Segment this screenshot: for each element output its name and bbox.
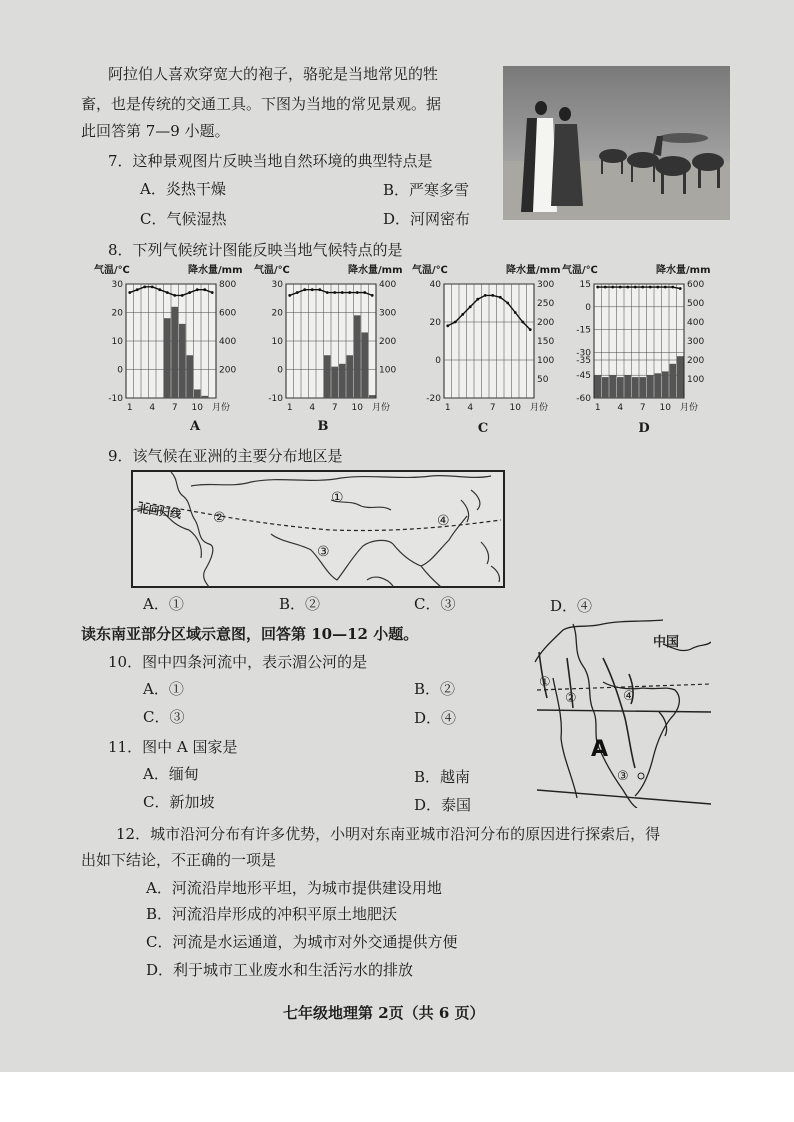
chart-a-precip-tick: 400 bbox=[219, 337, 237, 347]
chart-d-temp-tick: -60 bbox=[576, 394, 591, 404]
asia-map bbox=[131, 470, 505, 588]
q12-option-a[interactable]: A．河流沿岸地形平坦，为城市提供建设用地 bbox=[146, 879, 442, 897]
chart-d-precip-bar bbox=[595, 375, 602, 398]
chart-d-temp-point bbox=[656, 286, 659, 289]
chart-b-temp-tick: 20 bbox=[271, 308, 283, 319]
chart-d-precip-tick: 400 bbox=[687, 318, 705, 328]
chart-b-label[interactable]: B bbox=[317, 419, 329, 434]
chart-a-precip-tick: 600 bbox=[219, 308, 237, 319]
chart-a-x-tick: 7 bbox=[171, 403, 178, 412]
chart-c-precip-tick: 100 bbox=[537, 356, 555, 366]
chart-d-temp-tick: -45 bbox=[576, 371, 591, 382]
q12-option-d[interactable]: D．利于城市工业废水和生活污水的排放 bbox=[146, 961, 414, 979]
chart-c-precip-tick: 50 bbox=[537, 375, 549, 385]
q11-option-b[interactable]: B．越南 bbox=[414, 768, 471, 786]
chart-a-temp-title: 气温/℃ bbox=[94, 265, 130, 276]
chart-d-temp-tick: 15 bbox=[579, 280, 591, 290]
chart-a-precip-bar bbox=[172, 307, 179, 398]
chart-d-x-tick: 7 bbox=[639, 403, 646, 412]
chart-b-temp-point bbox=[371, 294, 374, 297]
chart-c-temp-point bbox=[499, 296, 502, 299]
q12-option-b[interactable]: B．河流沿岸形成的冲积平原土地肥沃 bbox=[146, 905, 398, 923]
q10-option-a[interactable]: A．① bbox=[143, 680, 184, 698]
chart-a-x-tick: 4 bbox=[149, 403, 156, 412]
chart-d-precip-tick: 300 bbox=[687, 337, 705, 347]
q12-option-c[interactable]: C．河流是水运通道，为城市对外交通提供方便 bbox=[146, 933, 458, 951]
chart-a-precip-bar bbox=[179, 324, 186, 398]
country-a-label: A bbox=[591, 737, 609, 762]
chart-c-temp-point bbox=[514, 311, 517, 314]
chart-a-temp-point bbox=[173, 294, 176, 297]
chart-b-temp-tick: -10 bbox=[268, 394, 283, 404]
chart-c-temp-point bbox=[469, 305, 472, 308]
q7-option-a[interactable]: A．炎热干燥 bbox=[140, 180, 226, 198]
chart-b-x-tick: 7 bbox=[331, 403, 338, 412]
chart-d-temp-tick: 0 bbox=[585, 302, 591, 313]
chart-d-precip-bar bbox=[640, 377, 647, 398]
q8-stem: 8．下列气候统计图能反映当地气候特点的是 bbox=[108, 241, 403, 259]
river-marker-4: ④ bbox=[623, 689, 635, 704]
chart-d-precip-tick: 100 bbox=[687, 375, 705, 385]
chart-c-precip-tick: 150 bbox=[537, 337, 555, 347]
chart-a-label[interactable]: A bbox=[189, 419, 201, 434]
q7-option-d[interactable]: D．河网密布 bbox=[383, 210, 471, 228]
chart-a-month-label: 月份 bbox=[212, 403, 231, 412]
chart-c-temp-title: 气温/℃ bbox=[412, 265, 448, 276]
q10-option-c[interactable]: C．③ bbox=[143, 708, 185, 726]
chart-b-precip-bar bbox=[369, 395, 376, 398]
climate-chart-d bbox=[560, 262, 720, 412]
chart-d-temp-point bbox=[649, 286, 652, 289]
chart-c-temp-point bbox=[521, 321, 524, 324]
chart-d-temp-tick: -15 bbox=[576, 325, 591, 336]
desert-camel-photo bbox=[503, 66, 730, 220]
chart-a-temp-point bbox=[166, 291, 169, 294]
chart-c-temp-tick: -20 bbox=[426, 394, 441, 404]
chart-b-precip-bar bbox=[347, 355, 354, 398]
chart-c-temp-point bbox=[491, 294, 494, 297]
q7-option-c[interactable]: C．气候湿热 bbox=[140, 210, 227, 228]
intro-line-2: 畜，也是传统的交通工具。下图为当地的常见景观。据 bbox=[81, 95, 442, 113]
chart-a-temp-tick: 0 bbox=[117, 365, 123, 376]
chart-d-precip-bar bbox=[632, 377, 639, 398]
q9-option-c[interactable]: C．③ bbox=[414, 595, 456, 613]
chart-c-precip-tick: 300 bbox=[537, 280, 555, 290]
chart-b-precip-title: 降水量/mm bbox=[348, 265, 403, 276]
q10-option-b[interactable]: B．② bbox=[414, 680, 456, 698]
river-marker-2: ② bbox=[565, 691, 577, 706]
q9-option-d[interactable]: D．④ bbox=[550, 597, 593, 615]
chart-c-temp-tick: 0 bbox=[435, 356, 441, 366]
chart-a-x-tick: 1 bbox=[126, 403, 133, 412]
chart-d-precip-bar bbox=[617, 377, 624, 398]
chart-c-month-label: 月份 bbox=[530, 403, 549, 412]
chart-d-temp-tick: -35 bbox=[576, 356, 591, 366]
chart-b-temp-point bbox=[348, 291, 351, 294]
chart-b-temp-tick: 30 bbox=[271, 280, 283, 290]
chart-a-precip-bar bbox=[164, 318, 171, 398]
chart-c-temp-point bbox=[446, 324, 449, 327]
chart-a-precip-bar bbox=[194, 389, 201, 398]
chart-c-label[interactable]: C bbox=[477, 421, 489, 436]
intro-line-3: 此回答第 7—9 小题。 bbox=[81, 122, 230, 140]
chart-a-x-tick: 10 bbox=[191, 403, 203, 412]
chart-a-temp-point bbox=[158, 288, 161, 291]
asia-marker-3: ③ bbox=[317, 544, 330, 560]
chart-b-temp-tick: 0 bbox=[277, 365, 283, 376]
chart-d-precip-tick: 600 bbox=[687, 280, 705, 290]
chart-a-temp-tick: 20 bbox=[111, 308, 123, 319]
chart-b-temp-point bbox=[296, 291, 299, 294]
chart-b-x-tick: 4 bbox=[309, 403, 316, 412]
chart-b-temp-point bbox=[363, 291, 366, 294]
china-label: 中国 bbox=[653, 635, 680, 650]
chart-d-x-tick: 1 bbox=[594, 403, 601, 412]
chart-b-temp-point bbox=[326, 291, 329, 294]
chart-b-temp-point bbox=[356, 291, 359, 294]
chart-d-x-tick: 4 bbox=[617, 403, 624, 412]
q11-option-d[interactable]: D．泰国 bbox=[414, 796, 472, 814]
chart-d-temp-tick: -30 bbox=[576, 348, 591, 359]
chart-d-temp-point bbox=[679, 287, 682, 290]
q11-option-a[interactable]: A．缅甸 bbox=[143, 765, 199, 783]
chart-d-precip-tick: 200 bbox=[687, 356, 705, 366]
chart-b-temp-point bbox=[318, 288, 321, 291]
climate-chart-a bbox=[92, 262, 252, 412]
chart-c-temp-point bbox=[506, 302, 509, 305]
chart-d-label[interactable]: D bbox=[638, 421, 650, 436]
q10-stem: 10．图中四条河流中，表示湄公河的是 bbox=[108, 653, 368, 671]
chart-c-temp-tick: 40 bbox=[429, 280, 441, 290]
chart-a-precip-tick: 200 bbox=[219, 365, 237, 376]
chart-d-precip-bar bbox=[670, 364, 677, 398]
chart-a-temp-point bbox=[128, 291, 131, 294]
reading-prompt: 读东南亚部分区域示意图，回答第 10—12 小题。 bbox=[81, 625, 419, 643]
chart-c-x-tick: 1 bbox=[444, 403, 451, 412]
intro-line-1: 阿拉伯人喜欢穿宽大的袍子，骆驼是当地常见的牲 bbox=[108, 65, 439, 83]
chart-c-x-tick: 7 bbox=[489, 403, 496, 412]
chart-d-temp-point bbox=[596, 286, 599, 289]
chart-c-temp-point bbox=[461, 313, 464, 316]
chart-a-temp-tick: -10 bbox=[108, 394, 123, 404]
chart-a-temp-point bbox=[136, 288, 139, 291]
asia-marker-1: ① bbox=[331, 490, 344, 506]
chart-d-temp-title: 气温/℃ bbox=[562, 265, 598, 276]
chart-b-x-tick: 10 bbox=[351, 403, 363, 412]
q12-stem-line-1: 12．城市沿河分布有许多优势，小明对东南亚城市沿河分布的原因进行探索后，得 bbox=[116, 825, 661, 843]
chart-c-temp-point bbox=[484, 294, 487, 297]
river-marker-1: ① bbox=[539, 675, 551, 690]
chart-b-x-tick: 1 bbox=[286, 403, 293, 412]
chart-b-temp-point bbox=[341, 291, 344, 294]
q10-option-d[interactable]: D．④ bbox=[414, 709, 457, 727]
chart-d-precip-bar bbox=[610, 375, 617, 398]
chart-d-temp-point bbox=[664, 286, 667, 289]
chart-b-precip-tick: 300 bbox=[379, 308, 397, 319]
climate-chart-c bbox=[410, 262, 570, 412]
chart-b-temp-tick: 10 bbox=[271, 337, 283, 347]
asia-marker-4: ④ bbox=[437, 513, 450, 529]
chart-d-precip-tick: 500 bbox=[687, 299, 705, 309]
chart-c-precip-tick: 250 bbox=[537, 299, 555, 309]
chart-d-precip-bar bbox=[677, 356, 684, 398]
chart-d-temp-point bbox=[619, 286, 622, 289]
chart-d-precip-title: 降水量/mm bbox=[656, 265, 711, 276]
chart-d-temp-point bbox=[641, 286, 644, 289]
q11-stem: 11．图中 A 国家是 bbox=[108, 738, 238, 756]
asia-marker-2: ② bbox=[213, 510, 226, 526]
chart-c-precip-tick: 200 bbox=[537, 318, 555, 328]
chart-a-temp-point bbox=[143, 285, 146, 288]
page-footer: 七年级地理第 2页（共 6 页） bbox=[283, 1004, 485, 1022]
chart-c-precip-title: 降水量/mm bbox=[506, 265, 561, 276]
chart-d-x-tick: 10 bbox=[659, 403, 671, 412]
southeast-asia-map bbox=[533, 618, 711, 808]
chart-b-month-label: 月份 bbox=[372, 403, 391, 412]
chart-c-x-tick: 10 bbox=[509, 403, 521, 412]
chart-c-temp-point bbox=[529, 328, 532, 331]
chart-a-temp-point bbox=[188, 291, 191, 294]
chart-a-precip-tick: 800 bbox=[219, 280, 237, 290]
chart-b-precip-tick: 200 bbox=[379, 337, 397, 347]
chart-a-temp-point bbox=[151, 285, 154, 288]
chart-a-precip-bar bbox=[202, 396, 209, 398]
chart-a-precip-bar bbox=[187, 355, 194, 398]
chart-d-precip-bar bbox=[602, 377, 609, 398]
q9-stem: 9．该气候在亚洲的主要分布地区是 bbox=[108, 447, 343, 465]
chart-a-temp-tick: 30 bbox=[111, 280, 123, 290]
chart-b-temp-point bbox=[303, 288, 306, 291]
chart-d-precip-bar bbox=[655, 373, 662, 398]
chart-d-temp-point bbox=[634, 286, 637, 289]
chart-c-temp-point bbox=[476, 298, 479, 301]
chart-b-precip-tick: 100 bbox=[379, 365, 397, 376]
chart-d-temp-point bbox=[604, 286, 607, 289]
chart-b-temp-point bbox=[288, 294, 291, 297]
q7-stem: 7．这种景观图片反映当地自然环境的典型特点是 bbox=[108, 152, 433, 170]
chart-c-x-tick: 4 bbox=[467, 403, 474, 412]
climate-chart-b bbox=[252, 262, 412, 412]
chart-b-temp-point bbox=[333, 291, 336, 294]
chart-b-precip-bar bbox=[339, 364, 346, 398]
chart-d-precip-bar bbox=[647, 375, 654, 398]
river-marker-3: ③ bbox=[617, 769, 629, 784]
chart-b-precip-bar bbox=[332, 367, 339, 398]
chart-b-temp-title: 气温/℃ bbox=[254, 265, 290, 276]
chart-b-precip-bar bbox=[324, 355, 331, 398]
q11-option-c[interactable]: C．新加坡 bbox=[143, 793, 215, 811]
tropic-of-cancer-label: 北回归线 bbox=[136, 502, 182, 522]
chart-d-temp-point bbox=[611, 286, 614, 289]
chart-d-month-label: 月份 bbox=[680, 403, 699, 412]
chart-b-precip-bar bbox=[354, 315, 361, 398]
chart-b-precip-bar bbox=[362, 332, 369, 398]
chart-d-precip-bar bbox=[662, 371, 669, 398]
chart-a-temp-point bbox=[181, 294, 184, 297]
chart-a-temp-point bbox=[211, 291, 214, 294]
chart-c-temp-point bbox=[454, 321, 457, 324]
chart-a-temp-tick: 10 bbox=[111, 337, 123, 347]
q7-option-b[interactable]: B．严寒多雪 bbox=[383, 181, 470, 199]
chart-c-temp-tick: 20 bbox=[429, 318, 441, 328]
q9-option-b[interactable]: B．② bbox=[279, 595, 321, 613]
chart-b-temp-point bbox=[311, 288, 314, 291]
chart-d-precip-bar bbox=[625, 375, 632, 398]
chart-a-temp-point bbox=[203, 288, 206, 291]
chart-a-precip-title: 降水量/mm bbox=[188, 265, 243, 276]
chart-d-temp-point bbox=[671, 286, 674, 289]
chart-b-precip-tick: 400 bbox=[379, 280, 397, 290]
q9-option-a[interactable]: A．① bbox=[143, 595, 184, 613]
q12-stem-line-2: 出如下结论，不正确的一项是 bbox=[81, 851, 277, 869]
chart-a-temp-point bbox=[196, 288, 199, 291]
chart-d-temp-point bbox=[626, 286, 629, 289]
